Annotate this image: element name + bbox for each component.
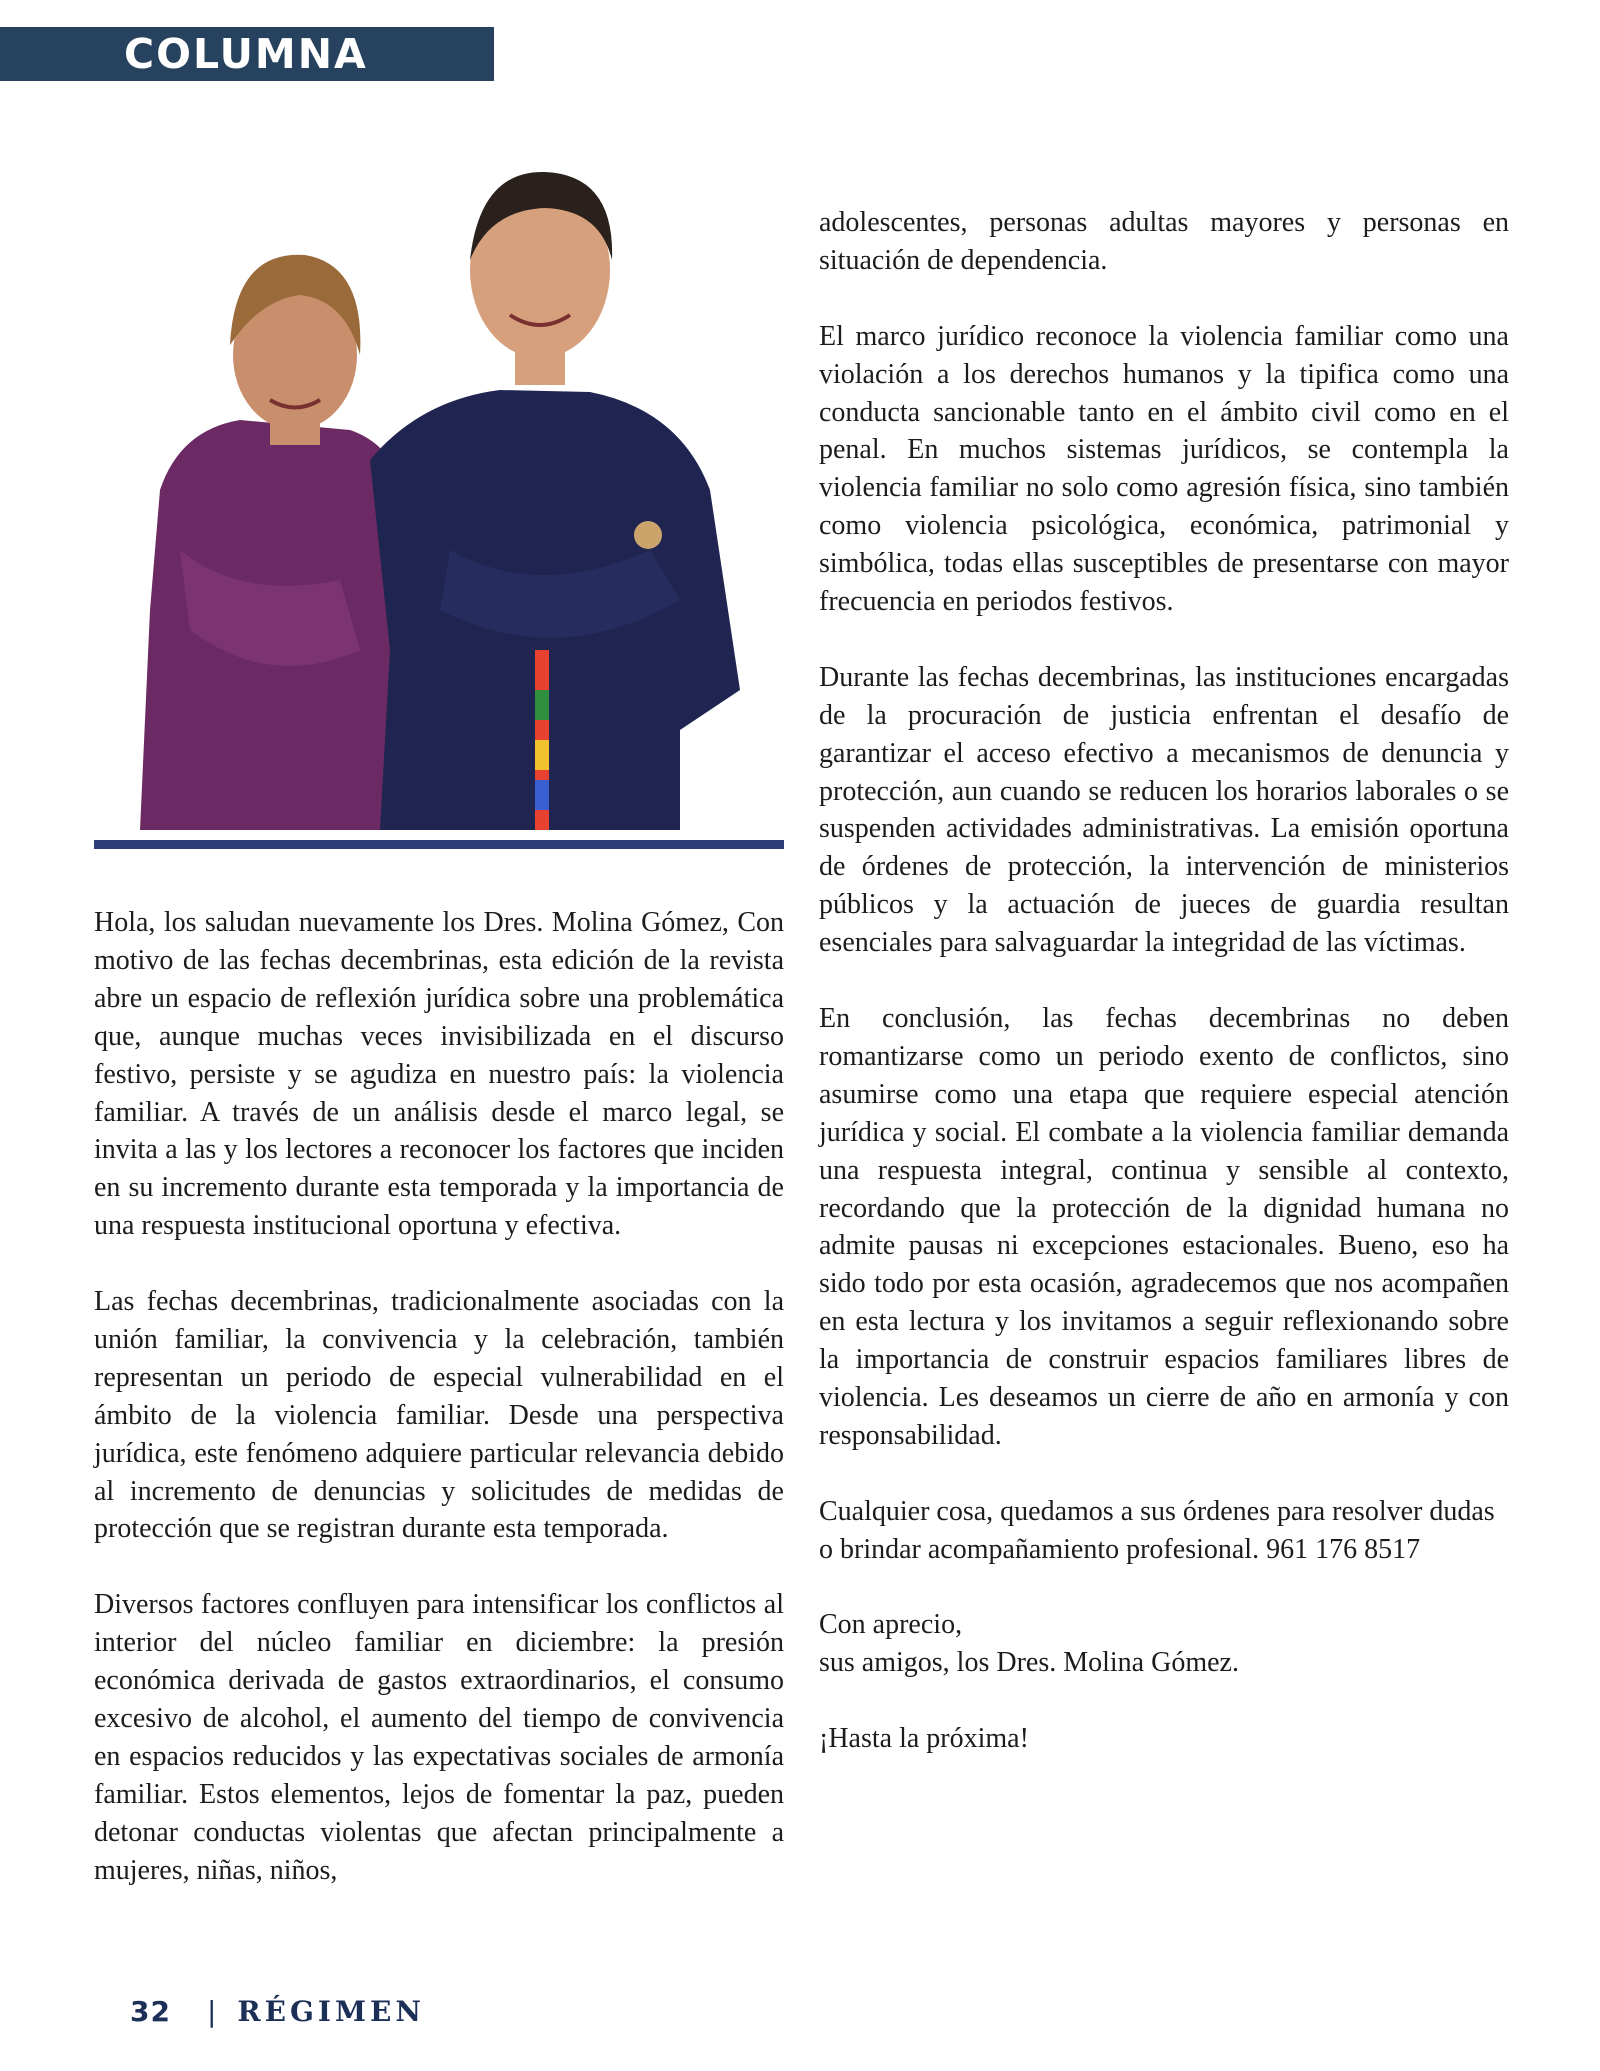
paragraph: Diversos factores confluyen para intensificar los conflictos al interior del núcleo familiar en diciembre: la presión económica derivada de gastos extraordinarios, el consumo excesivo de alcohol, el aumento del tiempo de convivencia en espacios reducidos y las expectativas sociales de armonía familiar. Estos elementos, lejos de fomentar la paz, pueden detonar conductas violentas que afectan principalmente a mujeres, niñas, niños,	[94, 1589, 784, 1886]
closing-line: Con aprecio,	[819, 1609, 963, 1641]
paragraph: Hola, los saludan nuevamente los Dres. Molina Gómez, Con motivo de las fechas decembrinas, esta edición de la revista abre un espacio de reflexión jurídica sobre una problemática que, aunque muchas veces invisibilizada en el discurso festivo, persiste y se agudiza en nuestro país: la violencia familiar. A través de un análisis desde el marco legal, se invita a las y los lectores a reconocer los factores que inciden en su incremento durante esta temporada y la importancia de una respuesta institucional oportuna y efectiva.	[94, 907, 784, 1242]
left-column	[94, 904, 784, 1890]
magazine-name: RÉGIMEN	[237, 1995, 425, 2028]
page-footer	[130, 1995, 425, 2028]
farewell-line: ¡Hasta la próxima!	[819, 1723, 1029, 1755]
photo-divider	[94, 840, 784, 849]
paragraph-continuation: adolescentes, personas adultas mayores y personas en situación de dependencia.	[819, 207, 1509, 276]
man-figure	[370, 172, 740, 830]
section-label: COLUMNA	[124, 30, 368, 78]
right-column	[819, 204, 1509, 1758]
signature-line: sus amigos, los Dres. Molina Gómez.	[819, 1647, 1239, 1679]
contact-paragraph: Cualquier cosa, quedamos a sus órdenes para resolver dudas o brindar acompañamiento profesional. 961 176 8517	[819, 1495, 1495, 1565]
footer-separator: |	[206, 1995, 218, 2028]
paragraph: Las fechas decembrinas, tradicionalmente asociadas con la unión familiar, la convivencia y la celebración, también representan un periodo de especial vulnerabilidad en el ámbito de la violencia familiar. Desde una perspectiva jurídica, este fenómeno adquiere particular relevancia debido al incremento de denuncias y solicitudes de medidas de protección que se registran durante esta temporada.	[94, 1286, 784, 1545]
page-number: 32	[130, 1995, 171, 2028]
paragraph: En conclusión, las fechas decembrinas no deben romantizarse como un periodo exento de conflictos, sino asumirse como una etapa que requiere especial atención jurídica y social. El combate a la violencia familiar demanda una respuesta integral, continua y sensible al contexto, recordando que la protección de la dignidad humana no admite pausas ni excepciones estacionales. Bueno, eso ha sido todo por esta ocasión, agradecemos que nos acompañen en esta lectura y los invitamos a seguir reflexionando sobre la importancia de construir espacios familiares libres de violencia. Les deseamos un cierre de año en armonía y con responsabilidad.	[819, 1002, 1509, 1451]
section-banner	[0, 27, 494, 81]
woman-figure	[140, 255, 420, 830]
paragraph: Durante las fechas decembrinas, las instituciones encargadas de la procuración de justicia enfrentan el desafío de garantizar el acceso efectivo a mecanismos de denuncia y protección, aun cuando se reducen los horarios laborales o se suspenden actividades administrativas. La emisión oportuna de órdenes de protección, la intervención de ministerios públicos y la actuación de jueces de guardia resultan esenciales para salvaguardar la integridad de las víctimas.	[819, 661, 1509, 959]
paragraph: El marco jurídico reconoce la violencia familiar como una violación a los derechos humanos y la tipifica como una conducta sancionable tanto en el ámbito civil como en el penal. En muchos sistemas jurídicos, se contempla la violencia familiar no solo como agresión física, sino también como violencia psicológica, económica, patrimonial y simbólica, todas ellas susceptibles de presentarse con mayor frecuencia en periodos festivos.	[819, 320, 1509, 618]
authors-photo	[120, 130, 780, 840]
